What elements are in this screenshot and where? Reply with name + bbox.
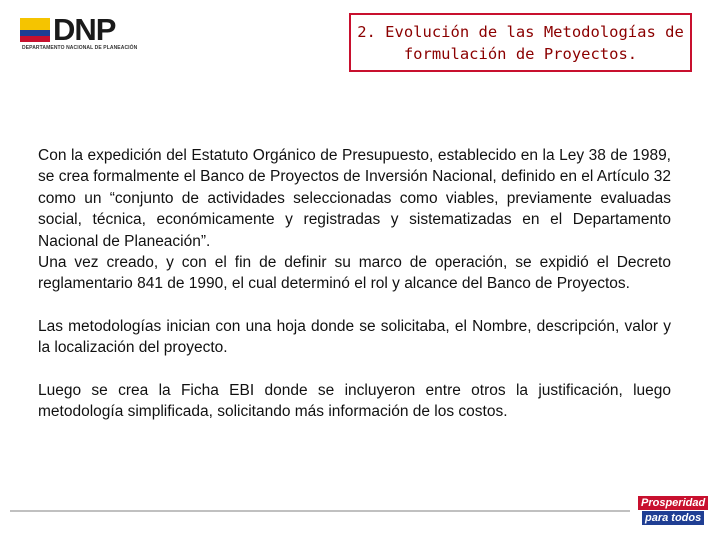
paragraph-decreto: Una vez creado, y con el fin de definir su marco de operación, se expidió el Decreto reglamentario 841 de 1990, el cual determinó el rol y alcance del Banco de Proyectos. (38, 254, 671, 293)
paragraph-estatuto: Con la expedición del Estatuto Orgánico de Presupuesto, establecido en la Ley 38 de 1989, se crea formalmente el Banco de Proyectos de Inversión Nacional, definido en el Artículo 32 como un “conjunto de actividades seleccionadas como viables, previamente evaluadas social, técnica, económicamente y registradas y sistematizadas en el Departamento Nacional de Planeación”. (38, 147, 671, 250)
title-line-2: formulación de Proyectos. (403, 44, 638, 63)
colombia-flag-icon (20, 18, 50, 42)
dnp-logo (20, 12, 140, 56)
title-line-1: 2. Evolución de las Metodologías de (357, 22, 684, 41)
logo-wordmark: DNP (53, 12, 116, 47)
paragraph-ficha-ebi: Luego se crea la Ficha EBI donde se incluyeron entre otros la justificación, luego metodología simplificada, solicitando más información de los costos. (38, 381, 671, 421)
slide-body (38, 145, 671, 422)
paragraph-metodologias: Las metodologías inician con una hoja donde se solicitaba, el Nombre, descripción, valor y la localización del proyecto. (38, 317, 671, 357)
badge-line-1: Prosperidad (638, 496, 708, 510)
footer-divider (10, 510, 630, 512)
badge-line-2: para todos (642, 511, 704, 525)
logo-subtitle: DEPARTAMENTO NACIONAL DE PLANEACIÓN (22, 45, 138, 51)
prosperidad-badge (638, 496, 704, 528)
slide-title-box (349, 13, 692, 72)
slide-title (357, 21, 684, 65)
